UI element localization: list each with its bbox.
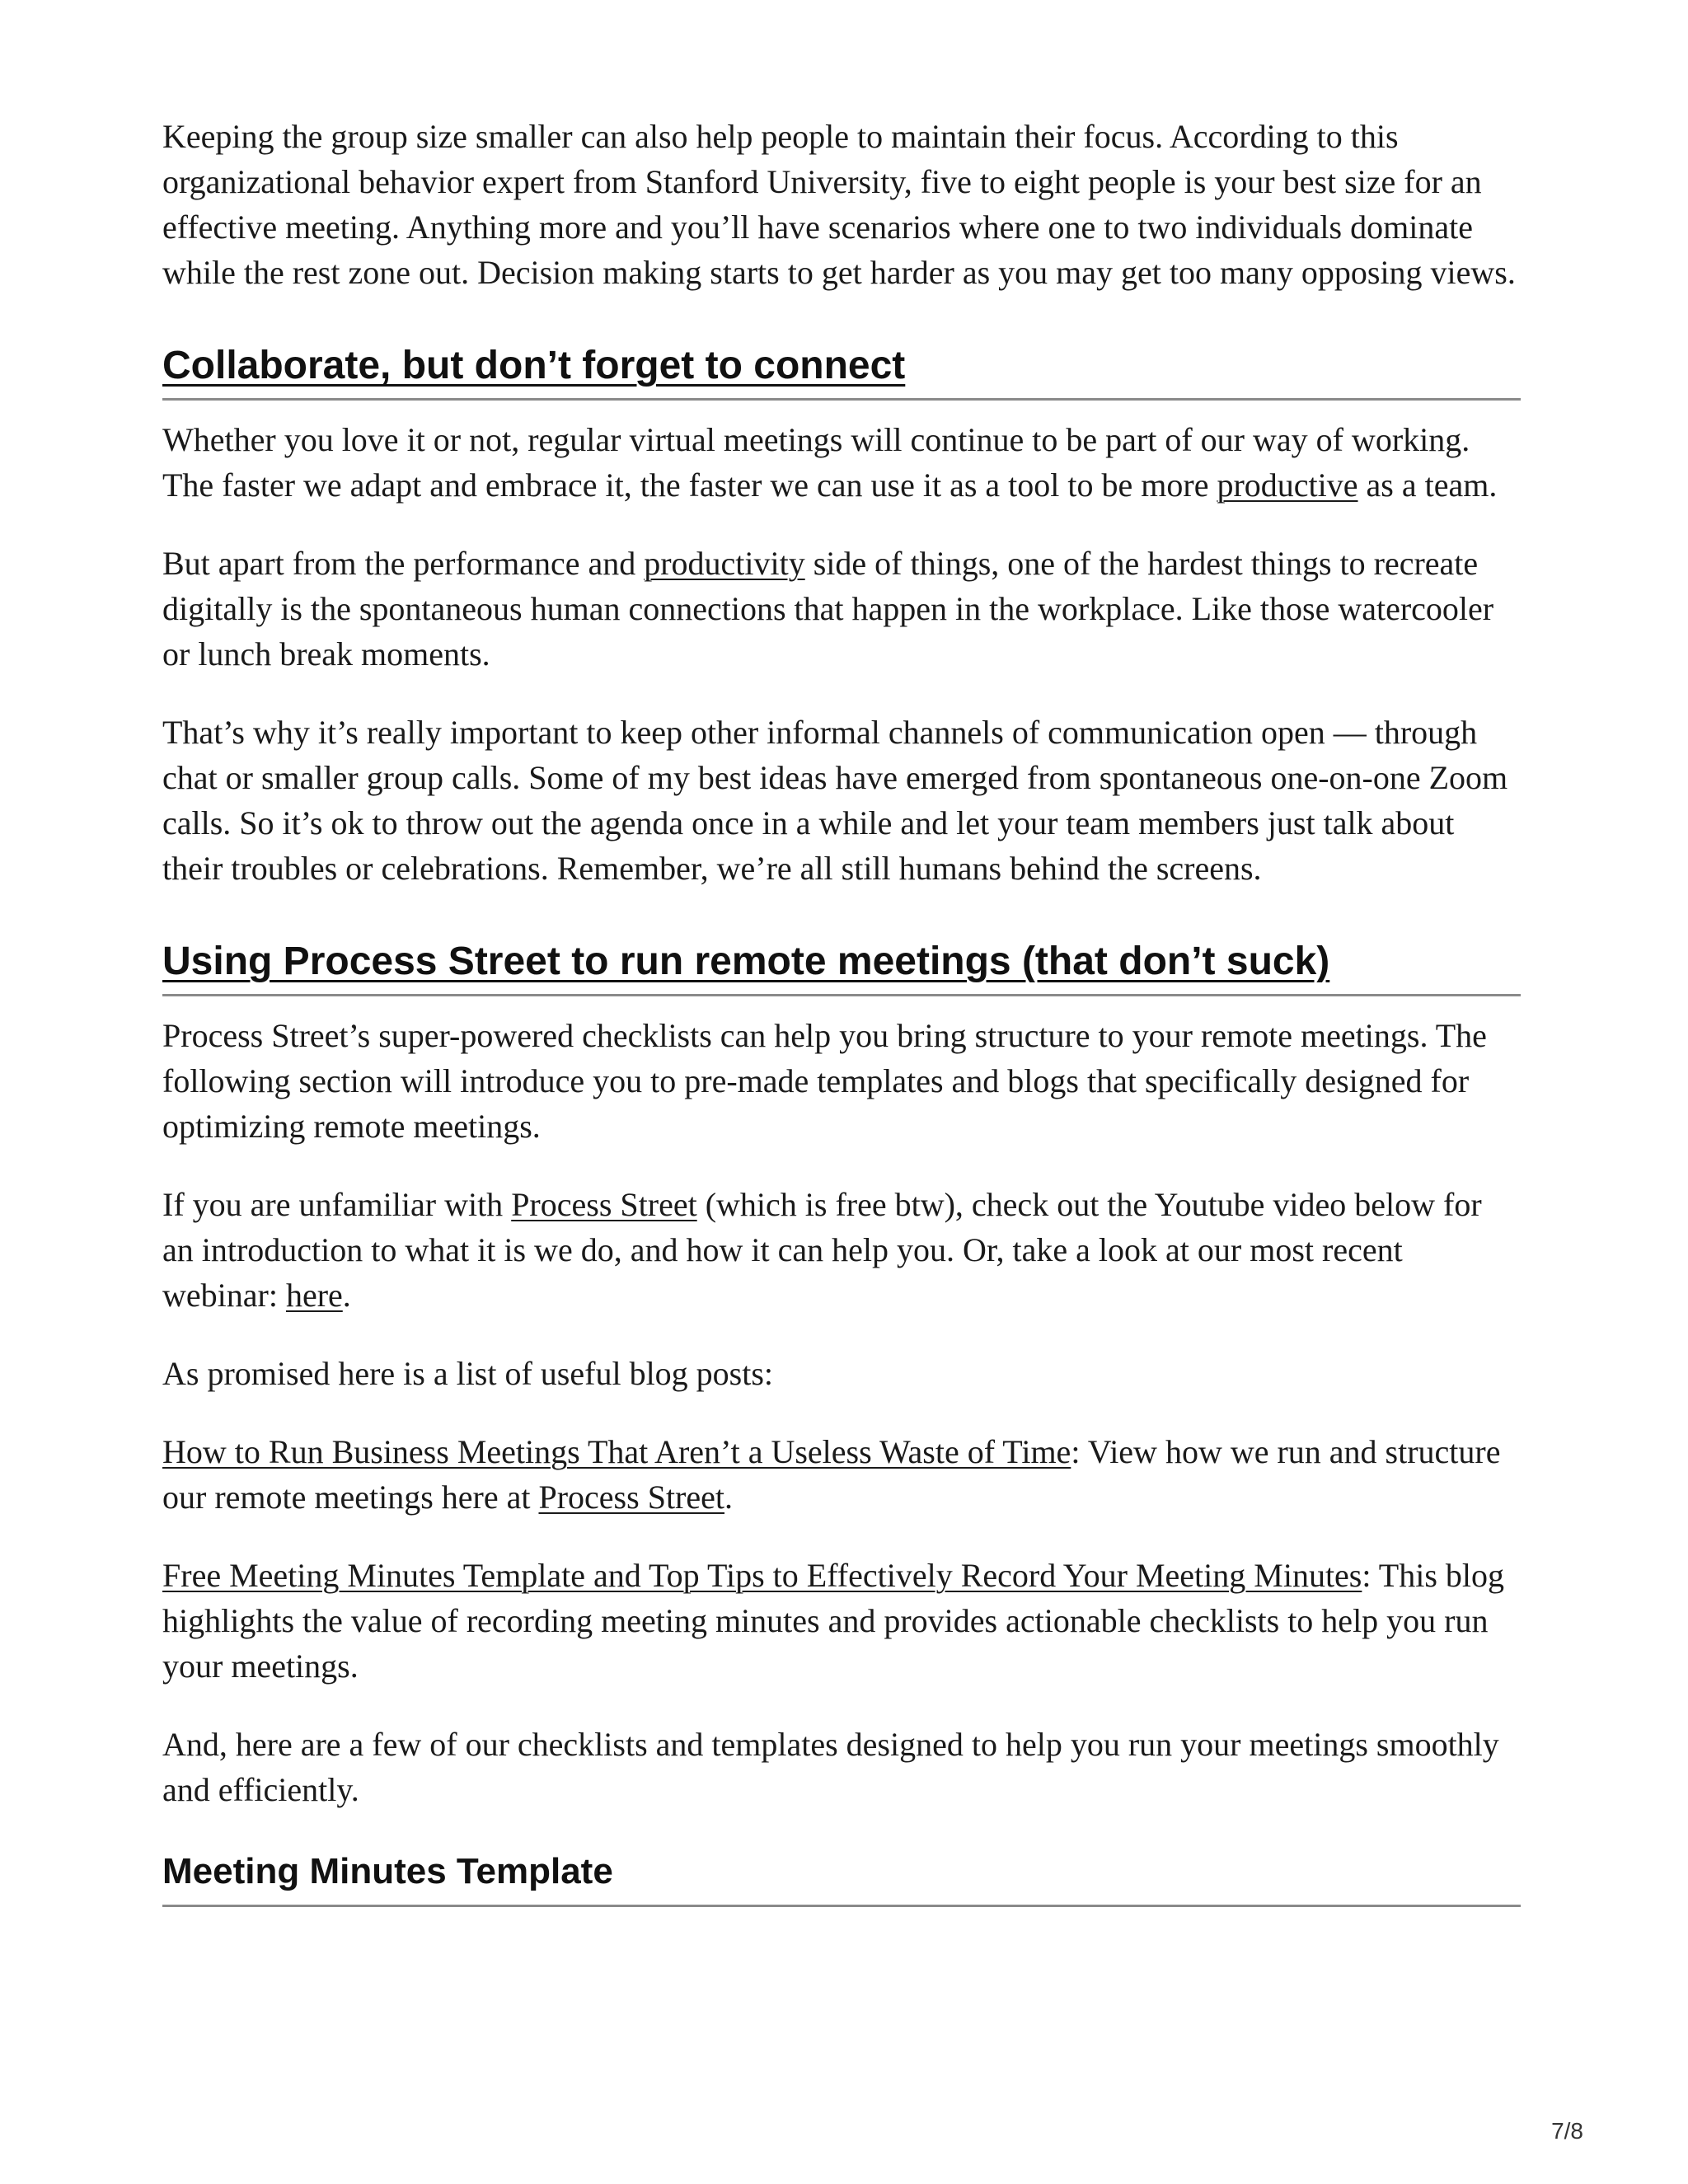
heading-collaborate — [162, 328, 1521, 401]
webinar-here-link[interactable]: here — [285, 1277, 343, 1314]
collaborate-paragraph-1: Whether you love it or not, regular virtual meetings will continue to be part of our way of working. The faster we adapt and embrace it, the faster we can use it as a tool to be more productive as a team. — [162, 421, 1498, 504]
process-street-paragraph-6: And, here are a few of our checklists and templates designed to help you run your meetings smoothly and efficiently. — [162, 1726, 1499, 1808]
intro-paragraph: Keeping the group size smaller can also help people to maintain their focus. According to this organizational behavior expert from Stanford University, five to eight people is your best size for an effective meeting. Anything more and you’ll have scenarios where one to two individuals dominate while the rest zone out. Decision making starts to get harder as you may get too many opposing views. — [162, 118, 1516, 291]
productivity-link[interactable]: productivity — [644, 545, 805, 582]
blog-post-business-meetings: How to Run Business Meetings That Aren’t a Useless Waste of Time: View how we run and structure our remote meetings here at Process Street. — [162, 1433, 1501, 1516]
meeting-minutes-blog-link[interactable]: Free Meeting Minutes Template and Top Tips to Effectively Record Your Meeting Minutes — [162, 1557, 1362, 1594]
heading-collaborate-text[interactable]: Collaborate, but don’t forget to connect — [162, 344, 906, 387]
business-meetings-link[interactable]: How to Run Business Meetings That Aren’t a Useless Waste of Time — [162, 1433, 1071, 1470]
collaborate-paragraph-2: But apart from the performance and productivity side of things, one of the hardest things to recreate digitally is the spontaneous human connections that happen in the workplace. Like those watercooler or lunch break moments. — [162, 545, 1494, 673]
process-street-paragraph-2: If you are unfamiliar with Process Street (which is free btw), check out the Youtube video below for an introduction to what it is we do, and how it can help you. Or, take a look at our most recent webinar: here. — [162, 1186, 1482, 1314]
blog-post-meeting-minutes: Free Meeting Minutes Template and Top Tips to Effectively Record Your Meeting Minutes: This blog highlights the value of recording meeting minutes and provides actionable checklists to help you run your meetings. — [162, 1557, 1504, 1685]
article-content — [162, 114, 1521, 1907]
process-street-link-2[interactable]: Process Street — [538, 1479, 724, 1516]
productive-link[interactable]: productive — [1217, 466, 1358, 504]
heading-meeting-minutes-template: Meeting Minutes Template — [162, 1845, 1521, 1907]
heading-process-street — [162, 924, 1521, 996]
collaborate-paragraph-3: That’s why it’s really important to keep other informal channels of communication open — through chat or smaller group calls. Some of my best ideas have emerged from spontaneous one-on-one Zoom calls. So it’s ok to throw out the agenda once in a while and let your team members just talk about their troubles or celebrations. Remember, we’re all still humans behind the screens. — [162, 714, 1508, 887]
process-street-paragraph-1: Process Street’s super-powered checklists can help you bring structure to your remote meetings. The following section will introduce you to pre-made templates and blogs that specifically designed for optimizing remote meetings. — [162, 1017, 1487, 1145]
process-street-paragraph-3: As promised here is a list of useful blog posts: — [162, 1355, 774, 1392]
page-number: 7/8 — [1551, 2118, 1583, 2144]
process-street-link[interactable]: Process Street — [511, 1186, 697, 1223]
heading-process-street-text[interactable]: Using Process Street to run remote meetings (that don’t suck) — [162, 940, 1330, 983]
